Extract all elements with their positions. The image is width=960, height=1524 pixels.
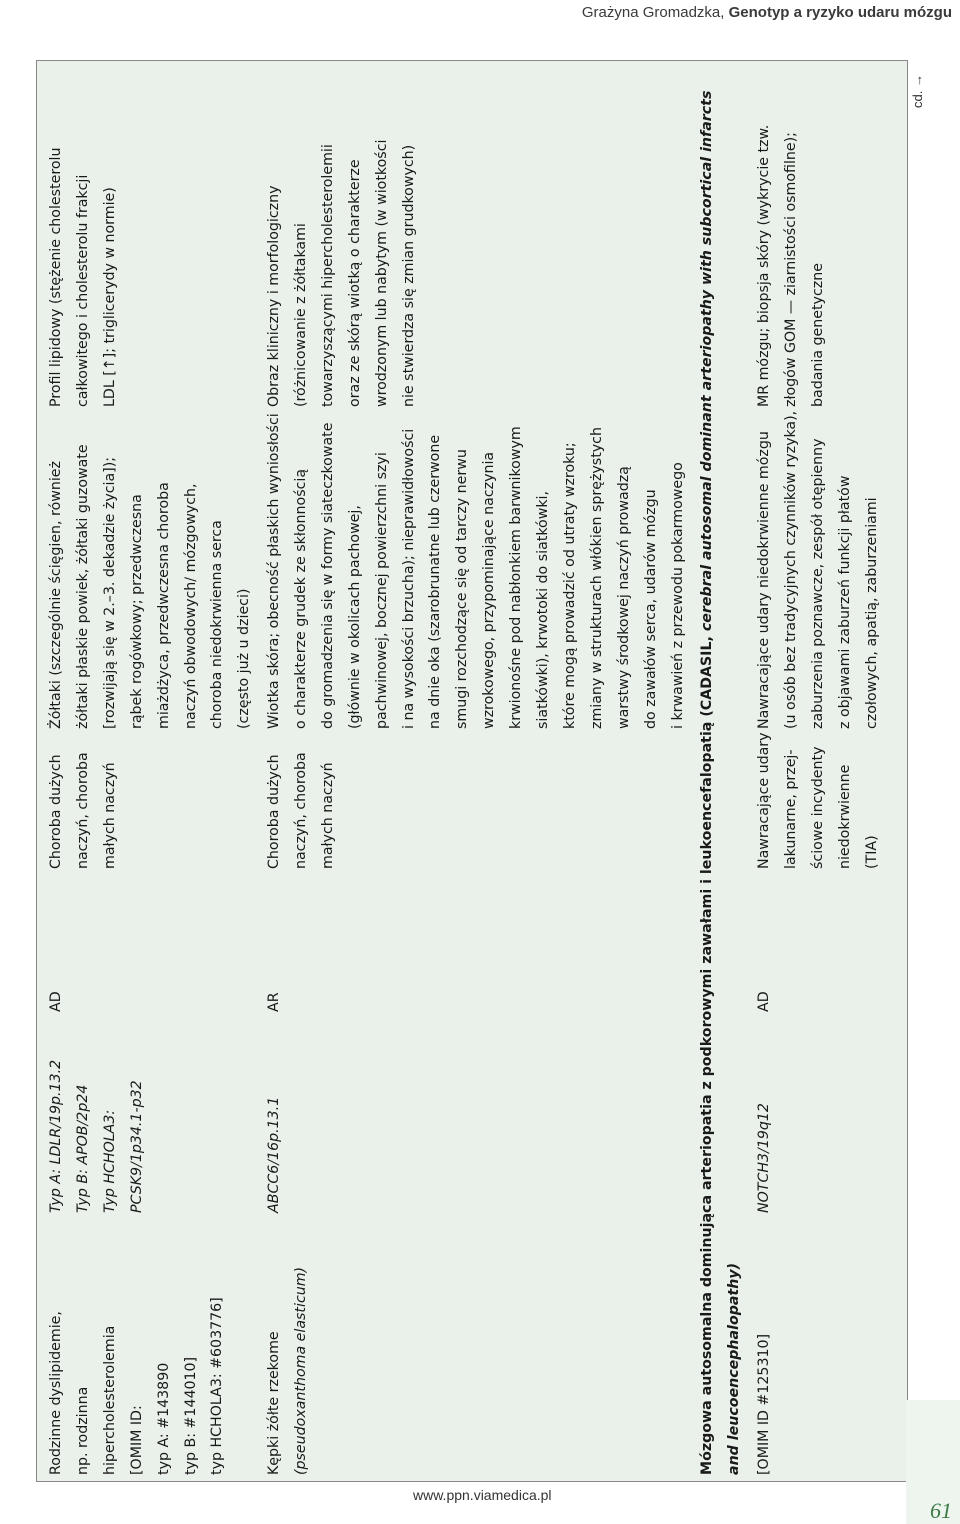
section-title-line2: and leucoencephalopathy) [726, 1262, 742, 1475]
text-line: Kępki żółte rzekome [266, 1331, 282, 1475]
text-line: małych naczyń [101, 762, 118, 869]
text-line: wzrokowego, przypominające naczynia [481, 451, 498, 729]
cell-clinical-signs [43, 409, 258, 729]
cell-diagnosis [751, 67, 832, 407]
continued-text: cd. → [910, 74, 925, 108]
cell-clinical-signs [261, 409, 692, 729]
text-line: Typ A: LDLR/19p.13.2 [48, 1059, 64, 1213]
text-line: które mogą prowadzić od utraty wzroku; [561, 442, 578, 729]
text-line: o charakterze grudek ze skłonnością [292, 468, 309, 729]
continued-marker [906, 72, 936, 132]
text-line: miażdżyca, przedwczesna choroba [155, 482, 172, 729]
text-line: Żółtaki (szczególnie ścięgien, również [48, 461, 64, 729]
text-line: PCSK9/1p34.1-p32 [128, 1080, 145, 1213]
text-line: lakunarne, przej- [782, 749, 799, 869]
text-line: towarzyszącymi hipercholesterolemii [319, 144, 336, 407]
text-line: [rozwijają się w 2.–3. dekadzie życia]); [101, 456, 118, 729]
cell-inheritance [751, 952, 778, 1012]
text-line: wrodzonym lub nabytym (w wiotkości [373, 139, 390, 407]
table-frame [36, 60, 908, 1482]
text-line: AD [756, 991, 772, 1012]
text-line: (u osób bez tradycyjnych czynników ryzyka), [782, 410, 799, 729]
text-line: małych naczyń [319, 762, 336, 869]
text-line: LDL [↑]; triglicerydy w normie) [101, 187, 118, 407]
text-line: na dnie oka (szarobrunatne lub czerwone [427, 434, 444, 729]
text-line: do gromadzenia się w formy siateczkowate [319, 422, 336, 729]
text-line: badania genetyczne [809, 263, 826, 407]
text-line: hipercholesterolemia [101, 1325, 118, 1475]
text-line: (TIA) [863, 835, 880, 869]
page-number: 61 [930, 1498, 952, 1523]
article-title: Genotyp a ryzyko udaru mózgu [728, 4, 952, 21]
text-line: typ A: #143890 [155, 1362, 172, 1475]
text-line: Wiotka skóra; obecność płaskich wyniosłości [266, 413, 282, 729]
text-line: złogów GOM — ziarnistości osmofilne); [782, 132, 799, 407]
text-line: typ B: #144010] [182, 1356, 199, 1475]
cell-inheritance [43, 952, 70, 1012]
cell-disease [261, 1215, 315, 1475]
text-line: ściowe incydenty [809, 746, 826, 869]
cell-gene [43, 1013, 151, 1213]
cell-clinical-signs [751, 409, 886, 729]
text-line: Nawracające udary [756, 732, 772, 869]
text-line: i krwawień z przewodu pokarmowego [669, 462, 686, 729]
text-line: NOTCH3/19q12 [756, 1103, 772, 1213]
text-line: Obraz kliniczny i morfologiczny [266, 185, 282, 407]
text-line: naczyń, choroba [292, 752, 309, 869]
text-line: (pseudoxanthoma elasticum) [292, 1266, 309, 1475]
text-line: zmiany w strukturach włókien sprężystych [588, 427, 605, 729]
text-line: smugi rozchodzące się od tarczy nerwu [454, 449, 471, 729]
text-line: np. rodzinna [74, 1386, 91, 1475]
text-line: ABCC6/16p.13.1 [266, 1096, 282, 1213]
text-line: krwionośne pod nabłonkiem barwnikowym [508, 426, 525, 729]
text-line: (często już u dzieci) [236, 588, 253, 729]
text-line: (głównie w okolicach pachowej, [346, 505, 363, 729]
text-line: warstwy środkowej naczyń prowadzą [615, 466, 632, 729]
text-line: zaburzenia poznawcze, zespół otępienny [809, 438, 826, 729]
text-line: AR [266, 992, 282, 1012]
text-line: nie stwierdza się zmian grudkowych) [400, 144, 417, 407]
text-line: oraz ze skórą wiotką o charakterze [346, 159, 363, 407]
text-line: całkowitego i cholesterolu frakcji [74, 174, 91, 407]
text-line: Nawracające udary niedokrwienne mózgu [756, 431, 772, 729]
cell-inheritance [261, 952, 288, 1012]
text-line: [OMIM ID #125310] [756, 1333, 772, 1475]
section-title-main: Mózgowa autosomalna dominująca arteriopatia z podkorowymi zawałami i leukoencefalopatią (CADASIL, [699, 631, 715, 1475]
cell-disease [43, 1215, 231, 1475]
cell-disease [751, 1215, 778, 1475]
text-line: do zawałów serca, udarów mózgu [642, 489, 659, 729]
footer-website: www.ppn.viamedica.pl [413, 1487, 552, 1503]
text-line: i na wysokości brzucha); nieprawidłowości [400, 428, 417, 729]
text-line: z objawami zaburzeń funkcji płatów [836, 475, 853, 729]
rotated-table [37, 61, 907, 1481]
cell-stroke-type [261, 729, 342, 869]
text-line: [OMIM ID: [128, 1405, 145, 1475]
author-name: Grażyna Gromadzka, [581, 4, 725, 21]
text-line: MR mózgu; biopsja skóry (wykrycie tzw. [756, 124, 772, 407]
text-line: żółtaki płaskie powiek, żółtaki guzowate [74, 444, 91, 729]
text-line: rąbek rogówkowy; przedwczesna [128, 494, 145, 729]
cell-diagnosis [43, 67, 124, 407]
text-line: (różnicowanie z żółtakami [292, 223, 309, 407]
cell-stroke-type [43, 729, 124, 869]
text-line: AD [48, 991, 64, 1012]
cell-gene [751, 1013, 778, 1213]
cell-diagnosis [261, 67, 422, 407]
cell-gene [261, 1013, 288, 1213]
text-line: Choroba dużych [266, 754, 282, 869]
text-line: naczyń obwodowych/ mózgowych, [182, 483, 199, 729]
text-line: choroba niedokrwienna serca [209, 520, 226, 729]
header-author [582, 4, 952, 21]
running-header [0, 0, 960, 30]
text-line: Rodzinne dyslipidemie, [48, 1311, 64, 1475]
text-line: niedokrwienne [836, 764, 853, 869]
text-line: czołowych, apatią, zaburzeniami [863, 497, 880, 729]
text-line: typ HCHOLA3: #603776] [209, 1297, 226, 1475]
text-line: Profil lipidowy (stężenie cholesterolu [48, 147, 64, 407]
section-title-english: cerebral autosomal dominant arteriopathy with subcortical infarcts [699, 90, 715, 632]
text-line: Typ HCHOLA3: [101, 1109, 118, 1213]
section-heading [694, 91, 748, 1475]
text-line: pachwinowej, bocznej powierzchni szyi [373, 452, 390, 729]
text-line: siatkówki), krwotoki do siatkówki, [535, 491, 552, 729]
cell-stroke-type [751, 729, 886, 869]
text-line: Choroba dużych [48, 754, 64, 869]
text-line: naczyń, choroba [74, 752, 91, 869]
text-line: Typ B: APOB/2p24 [74, 1084, 91, 1213]
